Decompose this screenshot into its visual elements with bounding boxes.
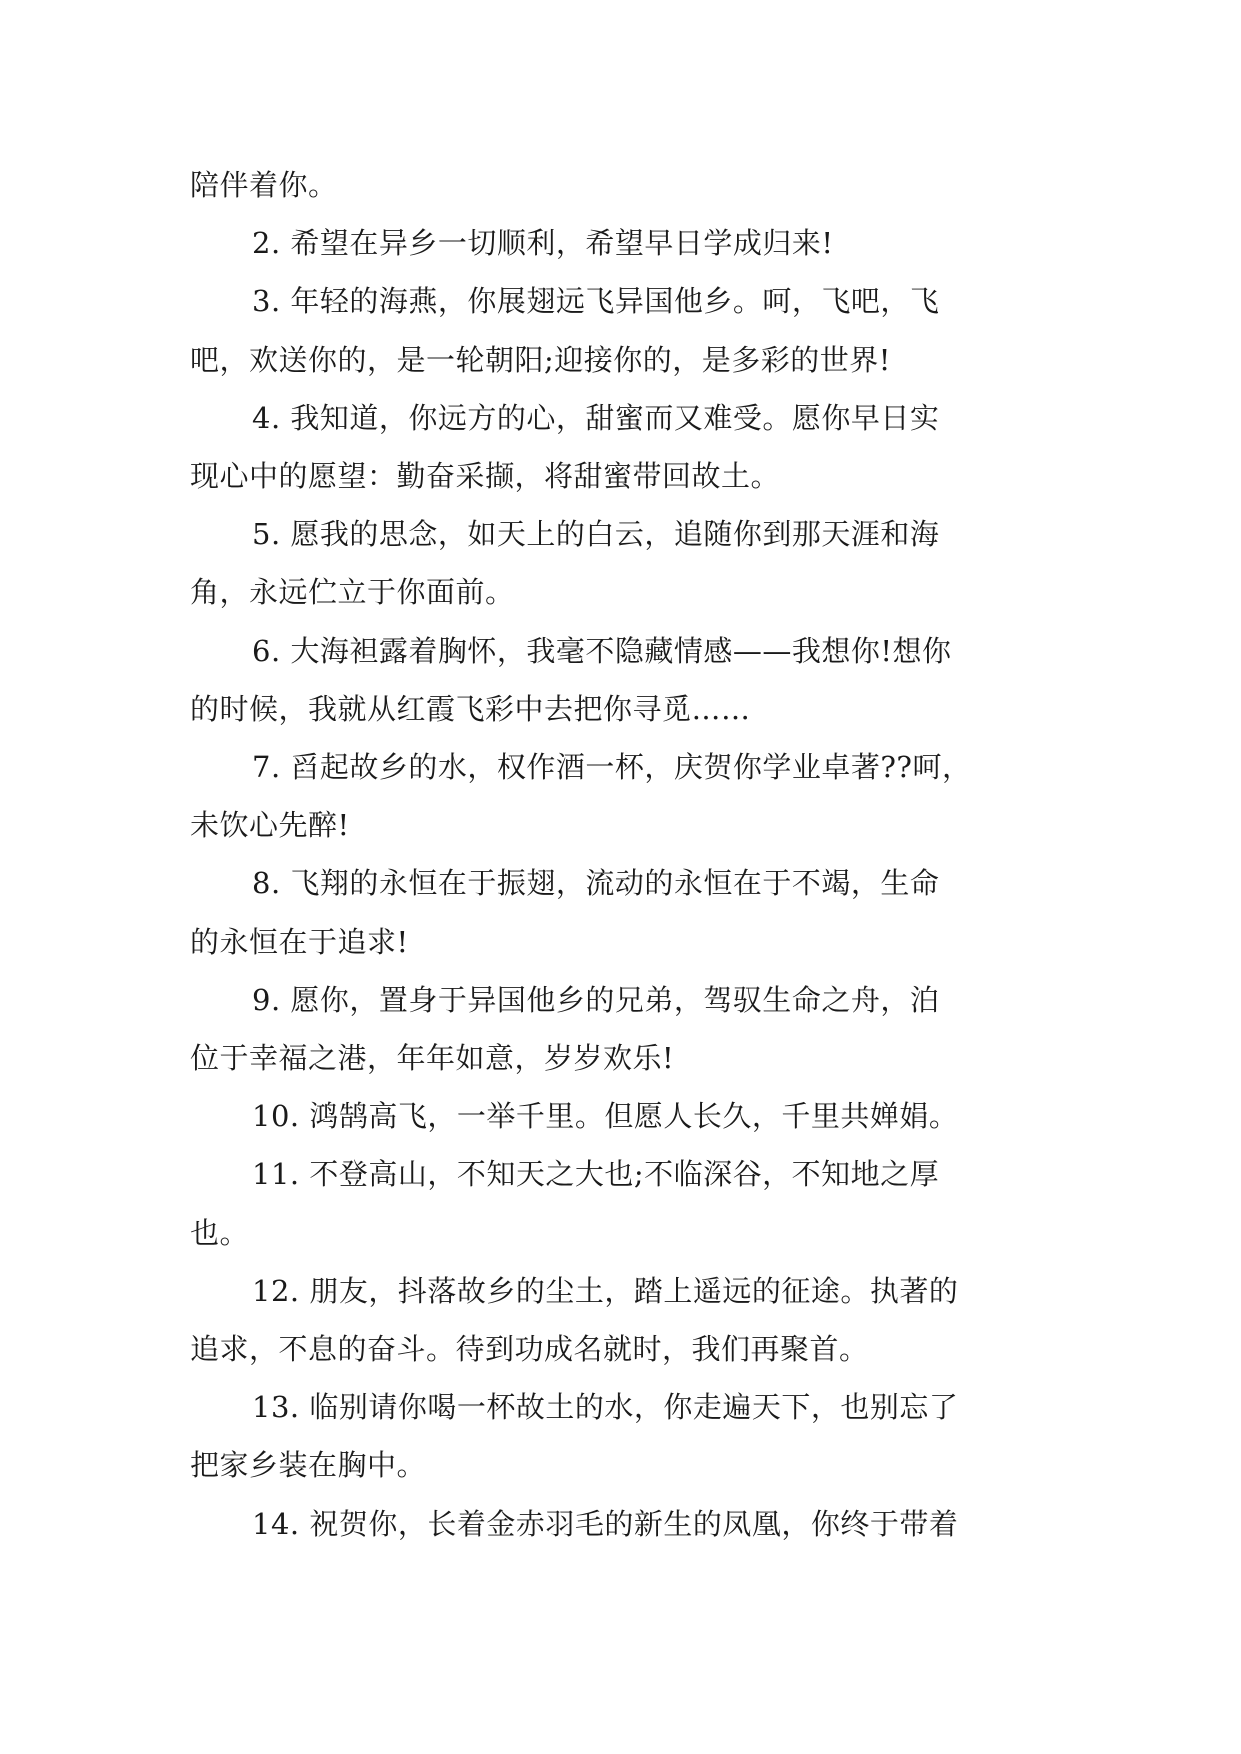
text-line: 位于幸福之港，年年如意，岁岁欢乐! — [190, 1041, 675, 1076]
text-line: 现心中的愿望：勤奋采撷，将甜蜜带回故土。 — [190, 459, 781, 494]
text-line: 追求，不息的奋斗。待到功成名就时，我们再聚首。 — [190, 1332, 869, 1367]
text-line: 9. 愿你，置身于异国他乡的兄弟，驾驭生命之舟，泊 — [252, 982, 940, 1017]
text-line: 11. 不登高山，不知天之大也;不临深谷，不知地之厚 — [252, 1157, 940, 1192]
text-line: 12. 朋友，抖落故乡的尘土，踏上遥远的征途。执著的 — [252, 1273, 959, 1308]
text-line: 5. 愿我的思念，如天上的白云，追随你到那天涯和海 — [252, 517, 940, 552]
text-line: 也。 — [190, 1215, 250, 1250]
text-line: 6. 大海袒露着胸怀，我毫不隐藏情感——我想你!想你 — [252, 633, 952, 668]
text-line: 14. 祝贺你，长着金赤羽毛的新生的凤凰，你终于带着 — [252, 1506, 959, 1541]
document-body — [190, 156, 1050, 1553]
text-line: 角，永远伫立于你面前。 — [190, 575, 515, 610]
text-line: 吧，欢送你的，是一轮朝阳;迎接你的，是多彩的世界! — [190, 342, 891, 377]
text-line: 3. 年轻的海燕，你展翅远飞异国他乡。呵，飞吧，飞 — [252, 284, 940, 319]
text-line: 4. 我知道，你远方的心，甜蜜而又难受。愿你早日实 — [252, 400, 940, 435]
text-line: 2. 希望在异乡一切顺利，希望早日学成归来! — [252, 226, 834, 261]
text-line: 7. 舀起故乡的水，权作酒一杯，庆贺你学业卓著??呵， — [252, 750, 972, 785]
text-line: 的时候，我就从红霞飞彩中去把你寻觅…… — [190, 691, 751, 726]
text-line: 的永恒在于追求! — [190, 924, 409, 959]
text-line: 10. 鸿鹄高飞，一举千里。但愿人长久，千里共婵娟。 — [252, 1099, 959, 1134]
text-line: 未饮心先醉! — [190, 808, 350, 843]
text-line: 陪伴着你。 — [190, 168, 338, 202]
text-line: 8. 飞翔的永恒在于振翅，流动的永恒在于不竭，生命 — [252, 866, 940, 901]
text-line: 把家乡装在胸中。 — [190, 1448, 427, 1483]
text-line: 13. 临别请你喝一杯故土的水，你走遍天下，也别忘了 — [252, 1390, 959, 1425]
